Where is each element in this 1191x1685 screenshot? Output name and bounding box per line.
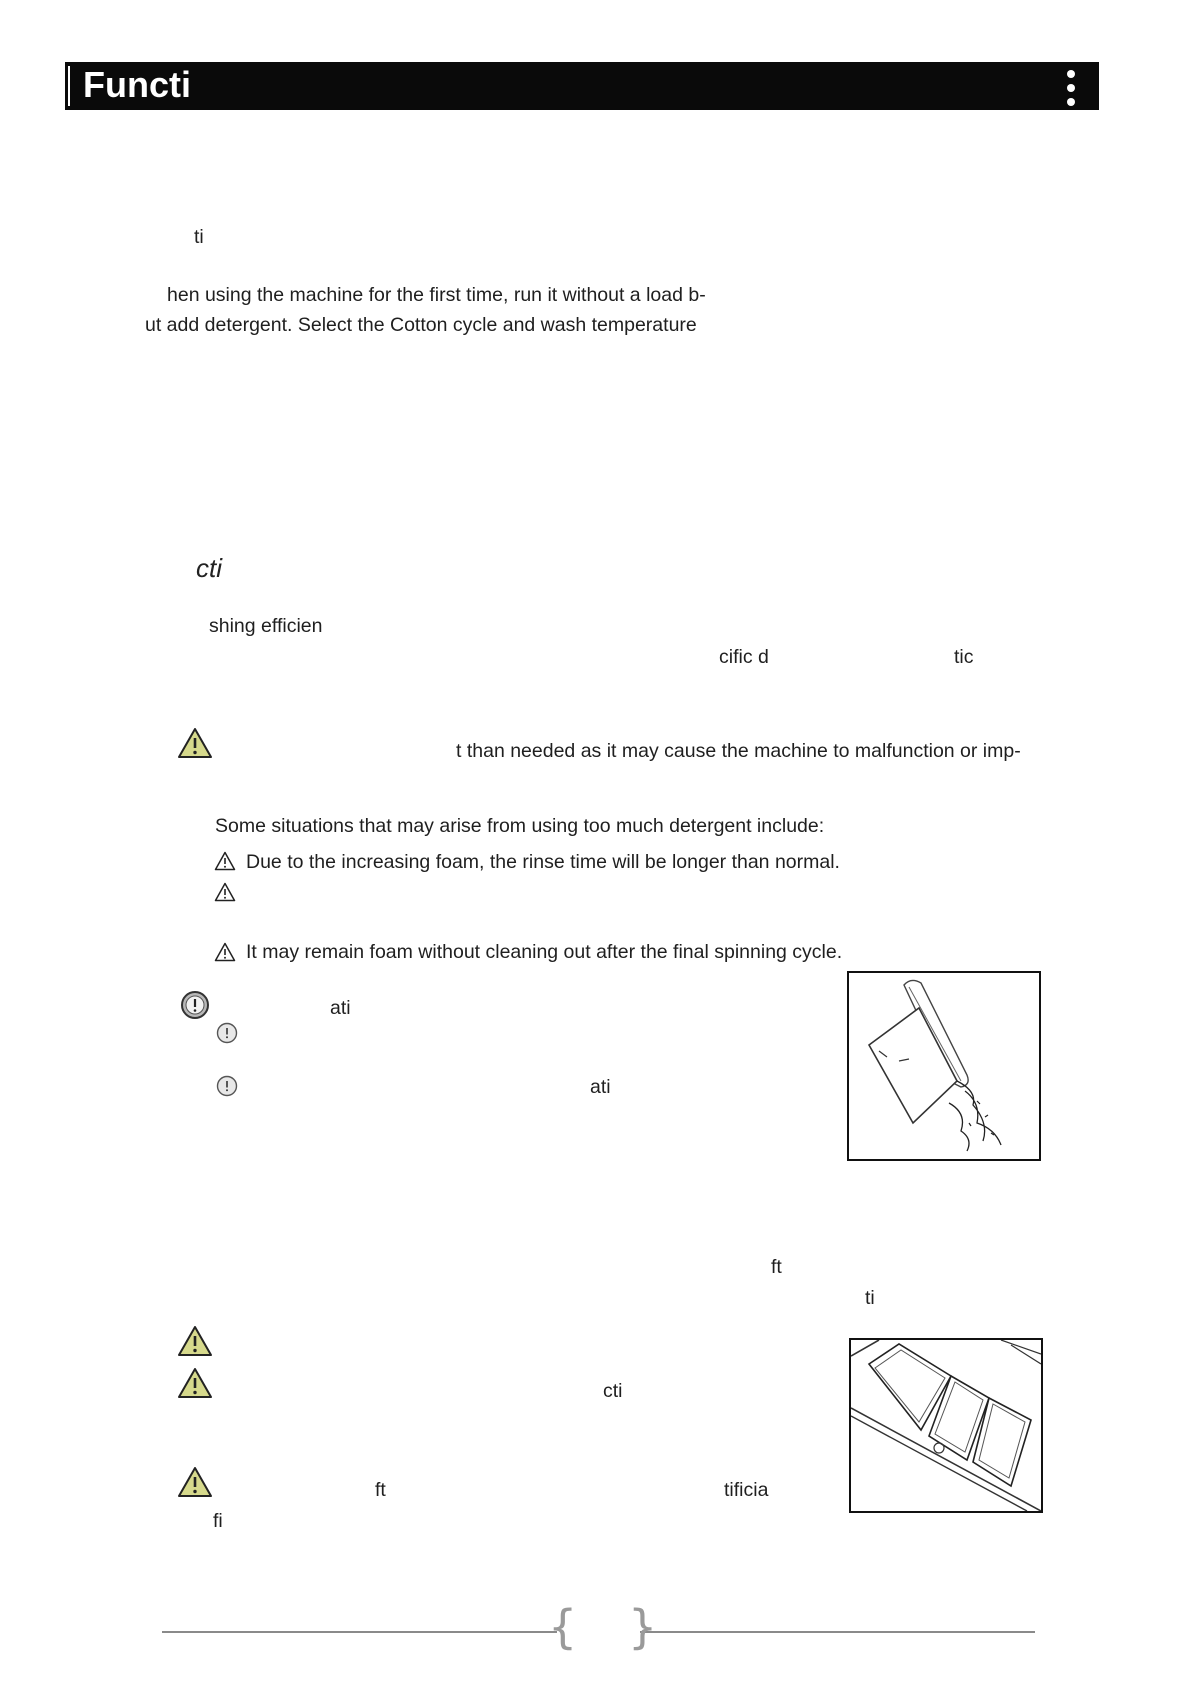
warning-triangle-icon	[214, 882, 236, 902]
text-fragment: ti	[194, 226, 204, 248]
paragraph-fragment: tic	[954, 646, 974, 668]
exclamation-circle-icon	[216, 1075, 238, 1097]
section-title: Functi	[83, 64, 191, 105]
detergent-pouring-illustration	[847, 971, 1041, 1161]
situation-item: Due to the increasing foam, the rinse time will be longer than normal.	[246, 851, 840, 873]
paragraph-fragment: ti	[865, 1287, 875, 1309]
paragraph-fragment: fi	[213, 1510, 223, 1532]
warning-triangle-icon	[214, 851, 236, 871]
warning-text: tificia	[724, 1479, 769, 1501]
info-text: ati	[590, 1076, 611, 1098]
warning-text: t than needed as it may cause the machine to malfunction or imp-	[456, 740, 1021, 762]
situations-intro: Some situations that may arise from using too much detergent include:	[215, 815, 825, 837]
footer-rule-left	[162, 1631, 557, 1633]
page-number-bracket-right: }	[628, 1600, 658, 1654]
section-header-bar	[65, 62, 1099, 110]
warning-triangle-icon	[177, 1466, 213, 1498]
warning-text: cti	[603, 1380, 623, 1402]
section-heading: cti	[196, 553, 222, 583]
intro-line-2: ut add detergent. Select the Cotton cycle and wash temperature	[145, 314, 697, 336]
kebab-icon	[1067, 70, 1075, 112]
warning-triangle-icon	[214, 942, 236, 962]
warning-text: ft	[375, 1479, 386, 1501]
footer-rule-right	[640, 1631, 1035, 1633]
header-tick	[68, 66, 70, 106]
warning-triangle-icon	[177, 727, 213, 759]
info-text: ati	[330, 997, 351, 1019]
situation-item: It may remain foam without cleaning out after the final spinning cycle.	[246, 941, 843, 963]
warning-triangle-icon	[177, 1325, 213, 1357]
paragraph-fragment: cific d	[719, 646, 769, 668]
warning-triangle-icon	[177, 1367, 213, 1399]
intro-line-1: hen using the machine for the first time, run it without a load b-	[167, 284, 706, 306]
page-number-bracket-left: {	[548, 1600, 578, 1654]
detergent-drawer-illustration	[849, 1338, 1043, 1513]
exclamation-circle-icon	[216, 1022, 238, 1044]
paragraph-fragment: shing efficien	[209, 615, 323, 637]
paragraph-fragment: ft	[771, 1256, 782, 1278]
exclamation-circle-icon	[180, 990, 210, 1020]
